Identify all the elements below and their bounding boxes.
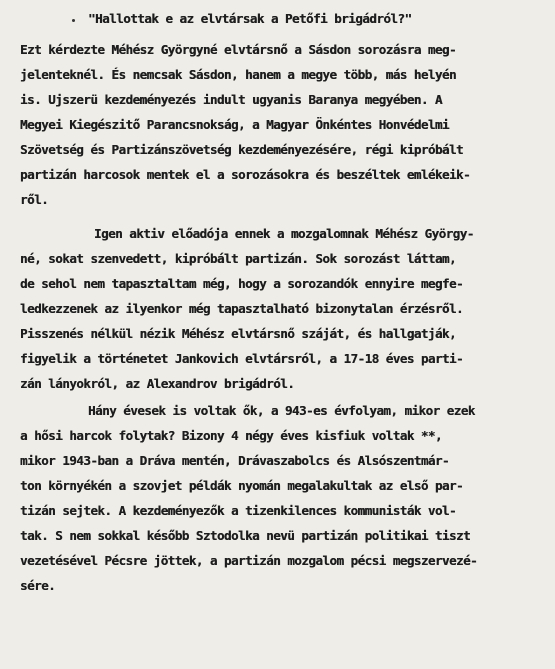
text-line: figyelik a történetet Jankovich elvtársról, a 17-18 éves parti- [20,351,464,366]
text-line: Szövetség és Partizánszövetség kezdeményezésére, régi kipróbált [20,142,464,157]
text-line: zán lányokról, az Alexandrov brigádról. [20,376,295,391]
text-line: a hősi harcok folytak? Bizony 4 négy éves kisfiuk voltak **, [20,428,442,443]
text-line-paragraph-start: Hány évesek is voltak ők, a 943-es évfolyam, mikor ezek [88,403,475,418]
text-line: Pisszenés nélkül nézik Méhész elvtársnő száját, és hallgatják, [20,326,456,341]
text-line: is. Ujszerü kezdeményezés indult ugyanis Baranya megyében. A [20,92,442,107]
text-line: tak. S nem sokkal később Sztodolka nevü partizán politikai tiszt [20,528,471,543]
text-line: partizán harcosok mentek el a sorozásokra és beszéltek emlékeik- [20,167,471,182]
text-line: ledkezzenek az ilyenkor még tapasztalható bizonytalan érzésről. [20,301,464,316]
text-line: vezetésével Pécsre jöttek, a partizán mozgalom pécsi megszervezé- [20,553,478,568]
text-line: jelenteknél. És nemcsak Sásdon, hanem a megye több, más helyén [20,67,456,82]
text-line: Megyei Kiegészitő Parancsnokság, a Magyar Önkéntes Honvédelmi [20,117,449,132]
text-line: sére. [20,578,56,593]
text-line: né, sokat szenvedett, kipróbált partizán. Sok sorozást láttam, [20,251,456,266]
text-line: mikor 1943-ban a Dráva mentén, Drávaszabolcs és Alsószentmár- [20,453,449,468]
text-line: ről. [20,192,49,207]
text-line-quote-heading: "Hallottak e az elvtársak a Petőfi brigádról?" [88,11,412,26]
text-line: ton környékén a szovjet példák nyomán megalakultak az első par- [20,478,464,493]
text-line: Ezt kérdezte Méhész Györgyné elvtársnő a Sásdon sorozásra meg- [20,42,456,57]
bullet-dot [72,19,75,22]
text-line: de sehol nem tapasztaltam még, hogy a sorozandók ennyire megfe- [20,276,464,291]
text-line-paragraph-start: Igen aktiv előadója ennek a mozgalomnak Méhész György- [94,226,474,241]
text-line: tizán sejtek. A kezdeményezők a tizenkilences kommunisták vol- [20,503,456,518]
